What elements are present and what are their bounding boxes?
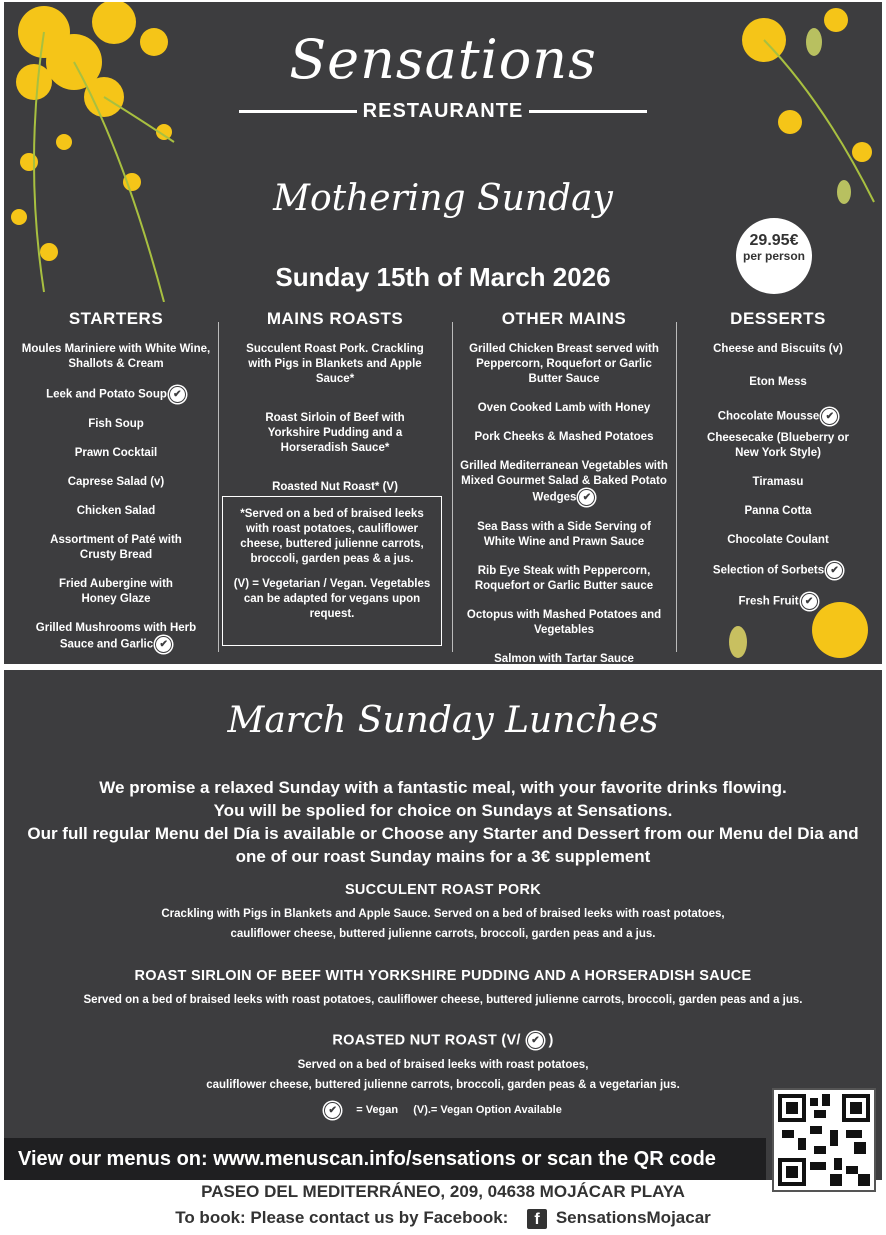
menu-item: Leek and Potato Soup ✔ — [18, 386, 214, 403]
starters-heading: STARTERS — [68, 309, 164, 328]
dish-description: Crackling with Pigs in Blankets and Apple Sauce. Served on a bed of braised leeks with roast potatoes, — [161, 908, 725, 920]
menu-item: Cheese and Biscuits (v) — [713, 343, 843, 355]
column-divider — [452, 322, 453, 652]
menu-item: Pork Cheeks & Mashed Potatoes — [474, 431, 654, 443]
price-unit: per person — [742, 248, 805, 263]
menu-item: Sea Bass with a Side Serving of White Wine and Prawn Sauce — [477, 521, 651, 548]
qr-code-icon[interactable] — [772, 1088, 876, 1192]
restaurant-address: PASEO DEL MEDITERRÁNEO, 209, 04638 MOJÁCAR PLAYA — [201, 1182, 685, 1201]
menu-item: Rib Eye Steak with Peppercorn, Roquefort or Garlic Butter sauce — [474, 565, 654, 592]
other-mains-column — [456, 308, 672, 681]
menu-item: Tiramasu — [752, 476, 804, 488]
menu-item: Selection of Sorbets ✔ — [680, 562, 876, 579]
menu-item: Salmon with Tartar Sauce — [494, 653, 634, 665]
mains-roasts-heading: MAINS ROASTS — [266, 309, 404, 328]
event-date: Sunday 15th of March 2026 — [275, 262, 611, 292]
vegan-check-icon: ✔ — [169, 386, 186, 403]
dish-title: SUCCULENT ROAST PORK — [344, 882, 542, 898]
restaurant-logo-subtitle: RESTAURANTE — [362, 100, 524, 122]
menu-link-bar: View our menus on: www.menuscan.info/sensations or scan the QR code — [4, 1138, 766, 1180]
facebook-icon[interactable]: f — [527, 1209, 547, 1229]
vegan-check-icon: ✔ — [527, 1032, 544, 1049]
dish-description: Served on a bed of braised leeks with roast potatoes, cauliflower cheese, buttered julienne carrots, broccoli, garden peas and a jus. — [83, 994, 803, 1006]
dish-roast-sirloin — [4, 968, 882, 1010]
menu-item: Roast Sirloin of Beef with Yorkshire Pudding and a Horseradish Sauce* — [265, 412, 405, 454]
vegan-check-icon: ✔ — [155, 636, 172, 653]
menu-item: Chocolate Mousse ✔ — [680, 408, 876, 425]
roasts-note: *Served on a bed of braised leeks with roast potatoes, cauliflower cheese, buttered julienne carrots, broccoli, garden peas & a jus. — [240, 508, 424, 565]
vegetarian-note: (V) = Vegetarian / Vegan. Vegetables can be adapted for vegans upon request. — [233, 578, 431, 620]
roasts-note-box — [222, 496, 442, 646]
mothering-sunday-panel — [4, 2, 882, 664]
price-value: 29.95€ — [749, 232, 799, 249]
menu-item: Fresh Fruit ✔ — [680, 593, 876, 610]
menu-item: Fried Aubergine with Honey Glaze — [59, 578, 173, 605]
booking-text: To book: Please contact us by Facebook: — [175, 1208, 509, 1227]
menu-item: Grilled Mushrooms with Herb Sauce and Garlic ✔ — [18, 621, 214, 653]
menu-item: Grilled Chicken Breast served with Peppercorn, Roquefort or Garlic Butter Sauce — [469, 343, 659, 385]
other-mains-heading: OTHER MAINS — [501, 309, 627, 328]
restaurant-logo-subtitle-row — [4, 100, 882, 123]
desserts-column — [680, 308, 876, 624]
mains-roasts-column — [230, 308, 440, 509]
menu-item: Cheesecake (Blueberry or New York Style) — [707, 432, 849, 459]
menu-item: Panna Cotta — [744, 505, 812, 517]
dish-title: ROASTED NUT ROAST (V/ ✔ ) — [332, 1032, 554, 1049]
occasion-title: Mothering Sunday — [273, 178, 613, 219]
legend-vegan: = Vegan — [356, 1104, 399, 1117]
menu-item: Eton Mess — [749, 376, 807, 388]
price-badge — [736, 218, 812, 294]
intro-line: Our full regular Menu del Día is available or Choose any Starter and Dessert from our Menu del Dia and one of our roast Sunday mains for a 3€ supplement — [27, 824, 859, 866]
intro-line: We promise a relaxed Sunday with a fantastic meal, with your favorite drinks flowing. — [99, 778, 787, 797]
dish-nut-roast — [4, 1032, 882, 1095]
vegan-check-icon: ✔ — [578, 489, 595, 506]
lunches-intro — [4, 776, 882, 868]
intro-line: You will be spolied for choice on Sundays at Sensations. — [213, 801, 673, 820]
menu-item: Oven Cooked Lamb with Honey — [477, 402, 651, 414]
booking-info — [0, 1208, 886, 1229]
legend-vegan-option: (V).= Vegan Option Available — [413, 1104, 562, 1117]
sunday-lunches-panel — [4, 670, 882, 1180]
lunches-title: March Sunday Lunches — [227, 700, 659, 741]
vegan-check-icon: ✔ — [821, 408, 838, 425]
vegan-check-icon: ✔ — [826, 562, 843, 579]
logo-rule-right — [529, 110, 647, 113]
vegan-check-icon: ✔ — [324, 1102, 341, 1119]
menu-item: Succulent Roast Pork. Crackling with Pigs in Blankets and Apple Sauce* — [246, 343, 424, 385]
column-divider — [218, 322, 219, 652]
menu-item: Octopus with Mashed Potatoes and Vegetables — [466, 609, 662, 636]
menu-item: Moules Mariniere with White Wine, Shallots & Cream — [21, 343, 211, 370]
menu-item: Prawn Cocktail — [74, 447, 158, 459]
dish-title: ROAST SIRLOIN OF BEEF WITH YORKSHIRE PUDDING AND A HORSERADISH SAUCE — [134, 968, 752, 984]
menu-item: Fish Soup — [88, 418, 144, 430]
column-divider — [676, 322, 677, 652]
dish-description: cauliflower cheese, buttered julienne carrots, broccoli, garden peas and a jus. — [230, 928, 656, 940]
menu-item: Caprese Salad (v) — [67, 476, 165, 488]
dish-roast-pork — [4, 882, 882, 944]
dish-description: Served on a bed of braised leeks with roast potatoes, — [297, 1059, 589, 1071]
menu-item: Assortment of Paté with Crusty Bread — [50, 534, 182, 561]
restaurant-logo-script: Sensations — [289, 28, 597, 91]
logo-rule-left — [239, 110, 357, 113]
menu-item: Grilled Mediterranean Vegetables with Mixed Gourmet Salad & Baked Potato Wedges ✔ — [456, 459, 672, 506]
menu-item: Chicken Salad — [76, 505, 156, 517]
desserts-heading: DESSERTS — [730, 309, 826, 328]
starters-column — [18, 308, 214, 667]
menu-item: Chocolate Coulant — [727, 534, 829, 546]
dish-description: cauliflower cheese, buttered julienne carrots, broccoli, garden peas & a vegetarian jus. — [206, 1079, 680, 1091]
menu-item: Roasted Nut Roast* (V) — [272, 481, 398, 493]
dietary-legend — [4, 1102, 882, 1119]
facebook-handle[interactable]: SensationsMojacar — [555, 1208, 711, 1227]
vegan-check-icon: ✔ — [801, 593, 818, 610]
